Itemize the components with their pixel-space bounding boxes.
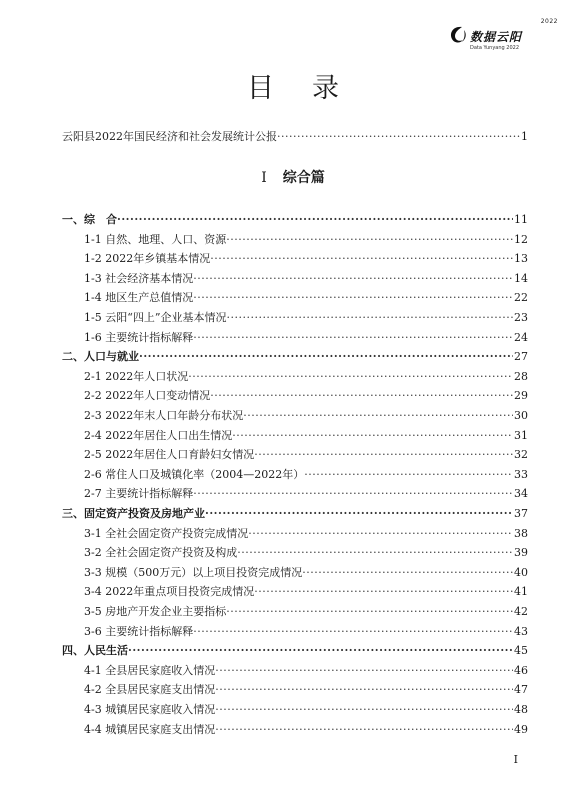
toc-entry-page: 13	[514, 252, 528, 266]
leader-dots	[304, 468, 513, 481]
toc-entry-page: 30	[514, 409, 528, 422]
toc-entry-page: 28	[514, 369, 528, 383]
toc-entry[interactable]	[84, 564, 528, 580]
page-title: 目录	[247, 73, 377, 104]
toc-entry-page: 31	[514, 428, 528, 442]
toc-section[interactable]	[62, 348, 528, 364]
leader-dots	[139, 350, 513, 363]
leader-dots	[193, 331, 513, 344]
toc-entry-page: 33	[514, 467, 528, 481]
toc-entry-intro[interactable]	[62, 128, 528, 144]
toc-entry[interactable]	[84, 446, 528, 462]
leader-dots	[237, 546, 513, 559]
logo-year: 2022	[540, 18, 558, 25]
leader-dots	[215, 703, 513, 716]
leader-dots	[210, 389, 513, 402]
toc-entry-label: 2-1 2022年人口状况	[84, 369, 189, 383]
toc-entry-page: 12	[514, 232, 528, 246]
toc-entry-label: 1-1 自然、地理、人口、资源	[84, 232, 227, 246]
toc-entry-label: 2-4 2022年居住人口出生情况	[84, 428, 233, 442]
toc-entry-label: 4-4 城镇居民家庭支出情况	[84, 722, 216, 736]
part-number: I	[261, 170, 267, 186]
leader-dots	[193, 291, 513, 304]
toc-section-page: 27	[514, 350, 528, 364]
toc-entry-page: 41	[514, 585, 528, 599]
toc-section[interactable]	[62, 505, 528, 521]
leader-dots	[277, 130, 520, 143]
toc-entry[interactable]	[84, 289, 528, 305]
leader-dots	[117, 213, 513, 226]
leader-dots	[193, 487, 513, 500]
leader-dots	[193, 272, 513, 285]
toc-section-label: 三、固定资产投资及房地产业	[62, 507, 205, 520]
toc-entry-page: 22	[514, 291, 528, 305]
toc-entry-page: 49	[514, 722, 528, 736]
logo-swirl-icon	[448, 24, 468, 46]
toc-entry[interactable]	[84, 525, 528, 541]
part-name: 综合篇	[282, 170, 325, 186]
toc-entry[interactable]	[84, 721, 528, 737]
leader-dots	[128, 644, 513, 657]
toc-entry-page: 14	[514, 271, 528, 285]
page-number: I	[513, 753, 518, 766]
leader-dots	[302, 566, 513, 579]
leader-dots	[243, 409, 513, 422]
toc-section-label: 一、综 合	[62, 213, 117, 226]
toc-entry-label: 1-2 2022年乡镇基本情况	[84, 252, 211, 266]
toc-entry-label: 3-4 2022年重点项目投资完成情况	[84, 585, 255, 599]
toc-entry-label: 3-2 全社会固定资产投资及构成	[84, 546, 238, 560]
toc-section-page: 11	[514, 213, 528, 226]
toc-section[interactable]	[62, 211, 528, 227]
leader-dots	[232, 429, 513, 442]
toc-entry-page: 40	[514, 565, 528, 579]
leader-dots	[210, 252, 513, 265]
toc-entry[interactable]	[84, 701, 528, 717]
leader-dots	[215, 664, 513, 677]
toc-entry-label: 3-6 主要统计指标解释	[84, 624, 194, 638]
toc-entry-label: 2-7 主要统计指标解释	[84, 487, 194, 501]
toc-entry-page: 39	[514, 546, 528, 560]
leader-dots	[226, 605, 513, 618]
leader-dots	[188, 370, 513, 383]
toc-entry[interactable]	[84, 270, 528, 286]
toc-entry-page: 48	[514, 703, 528, 716]
toc-entry-page: 43	[514, 624, 528, 638]
toc-entry-label: 4-3 城镇居民家庭收入情况	[84, 703, 216, 716]
toc-entry[interactable]	[84, 681, 528, 697]
leader-dots	[193, 625, 513, 638]
toc-entry[interactable]	[84, 329, 528, 345]
toc-entry-label: 1-4 地区生产总值情况	[84, 291, 194, 305]
logo-text: 数据云阳	[470, 30, 523, 44]
toc-section[interactable]	[62, 642, 528, 658]
toc-entry-page: 23	[514, 311, 528, 324]
toc-entry-page: 32	[514, 448, 528, 462]
toc-entry-label: 1-6 主要统计指标解释	[84, 330, 194, 344]
toc-entry-page: 38	[514, 526, 528, 540]
toc-entry-page: 24	[514, 330, 528, 344]
toc-section-page: 37	[514, 507, 528, 520]
toc-entry-label: 2-3 2022年末人口年龄分布状况	[84, 409, 244, 422]
toc-entry-label: 2-2 2022年人口变动情况	[84, 389, 211, 403]
toc-entry[interactable]	[84, 583, 528, 599]
toc-entry[interactable]	[84, 368, 528, 384]
toc-entry-page: 47	[514, 683, 528, 697]
toc-entry[interactable]	[84, 309, 528, 325]
toc-entry-label: 3-3 规模（500万元）以上项目投资完成情况	[84, 565, 303, 579]
toc-section-page: 45	[514, 644, 528, 658]
toc-entry-label: 1-5 云阳“四上”企业基本情况	[84, 311, 227, 324]
toc-entry-label: 4-2 全县居民家庭支出情况	[84, 683, 216, 697]
toc-entry-page: 34	[514, 487, 528, 501]
toc-entry[interactable]	[84, 603, 528, 619]
toc-entry[interactable]	[84, 231, 528, 247]
toc-entry-label: 2-6 常住人口及城镇化率（2004—2022年）	[84, 467, 305, 481]
part-heading	[0, 167, 586, 187]
leader-dots	[215, 683, 513, 696]
toc-entry-page: 46	[514, 663, 528, 677]
toc-entry[interactable]	[84, 485, 528, 501]
toc-section-label: 四、人民生活	[62, 644, 128, 658]
toc-entry-label: 4-1 全县居民家庭收入情况	[84, 663, 216, 677]
leader-dots	[226, 311, 513, 324]
toc-entry[interactable]	[84, 250, 528, 266]
toc-entry[interactable]	[84, 662, 528, 678]
toc-section-label: 二、人口与就业	[62, 350, 139, 364]
toc-entry-page: 42	[514, 605, 528, 618]
toc-entry-label: 1-3 社会经济基本情况	[84, 271, 194, 285]
toc-entry[interactable]	[84, 544, 528, 560]
toc-entry-page: 29	[514, 389, 528, 403]
leader-dots	[254, 448, 513, 461]
toc-entry[interactable]	[84, 427, 528, 443]
leader-dots	[205, 507, 513, 520]
toc-entry-page: 1	[521, 130, 528, 143]
leader-dots	[248, 527, 513, 540]
leader-dots	[215, 723, 513, 736]
toc-entry[interactable]	[84, 407, 528, 423]
toc-entry-label: 3-1 全社会固定资产投资完成情况	[84, 526, 249, 540]
toc-entry[interactable]	[84, 623, 528, 639]
toc-entry-label: 2-5 2022年居住人口育龄妇女情况	[84, 448, 255, 462]
logo	[448, 18, 558, 60]
toc-entry[interactable]	[84, 466, 528, 482]
toc-entry-label: 3-5 房地产开发企业主要指标	[84, 605, 227, 618]
leader-dots	[254, 585, 513, 598]
logo-subtext: Data Yunyang 2022	[470, 45, 520, 51]
toc-entry[interactable]	[84, 387, 528, 403]
leader-dots	[226, 233, 513, 246]
toc-entry-label: 云阳县2022年国民经济和社会发展统计公报	[62, 130, 277, 143]
